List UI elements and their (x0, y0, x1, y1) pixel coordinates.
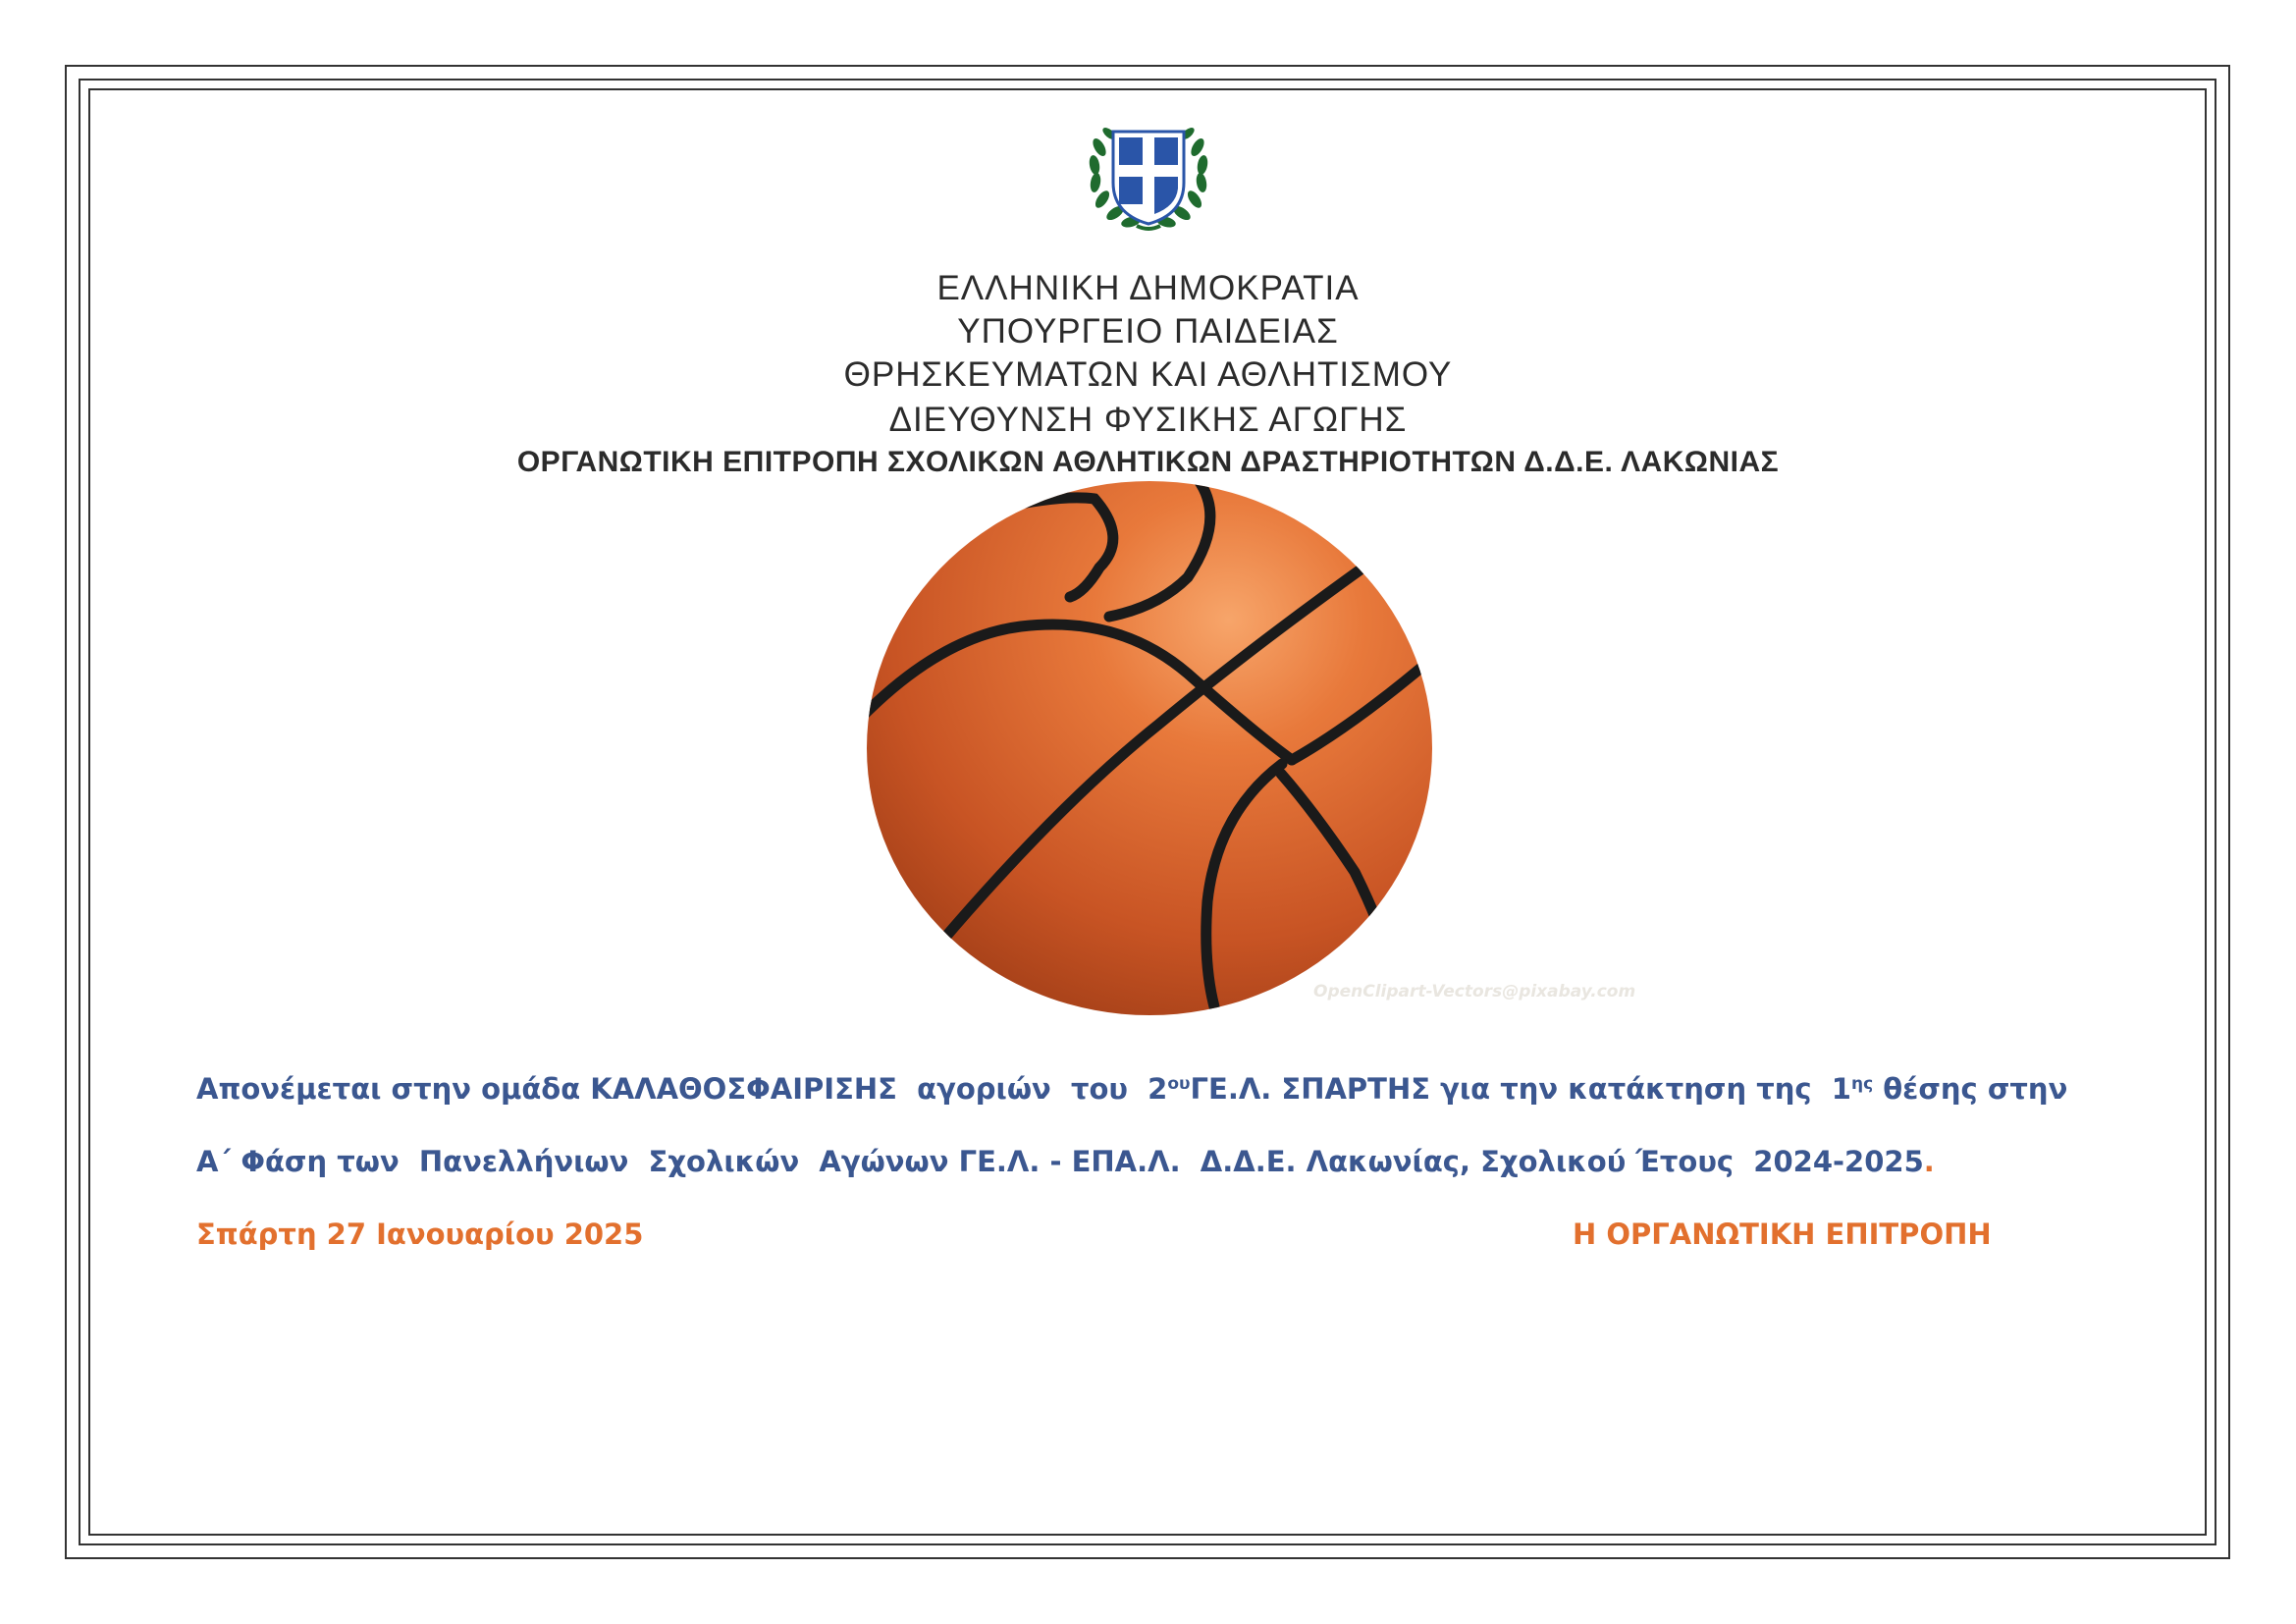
award-text-line-2: Α΄ Φάση των Πανελλήνιων Σχολικών Αγώνων ΓΕ.Λ. - ΕΠΑ.Λ. Δ.Δ.Ε. Λακωνίας, Σχολικού Έτους 2024-2025 (196, 1145, 1924, 1178)
signature-committee: Η ΟΡΓΑΝΩΤΙΚΗ ΕΠΙΤΡΟΠΗ (1573, 1218, 1992, 1251)
award-text-part-c: θέσης στην (1873, 1072, 2068, 1106)
basketball-icon (864, 479, 1435, 1017)
award-line-2-period: . (1923, 1145, 1935, 1178)
place-and-date: Σπάρτη 27 Ιανουαρίου 2025 (196, 1218, 644, 1251)
header-ministry-cont: ΘΡΗΣΚΕΥΜΑΤΩΝ ΚΑΙ ΑΘΛΗΤΙΣΜΟΥ (843, 355, 1453, 394)
image-watermark: OpenClipart-Vectors@pixabay.com (1313, 982, 1636, 1001)
greek-coat-of-arms-icon (1086, 118, 1211, 234)
header-republic: ΕΛΛΗΝΙΚΗ ΔΗΜΟΚΡΑΤΙΑ (936, 269, 1360, 307)
award-line-1 (196, 1072, 2067, 1106)
ordinal-suffix-is: ης (1850, 1074, 1874, 1094)
award-line-2 (196, 1145, 1935, 1178)
award-text-part-a: Απονέμεται στην ομάδα ΚΑΛΑΘΟΣΦΑΙΡΙΣΗΣ αγοριών του 2 (196, 1072, 1168, 1106)
header-committee: ΟΡΓΑΝΩΤΙΚΗ ΕΠΙΤΡΟΠΗ ΣΧΟΛΙΚΩΝ ΑΘΛΗΤΙΚΩΝ ΔΡΑΣΤΗΡΙΟΤΗΤΩΝ Δ.Δ.Ε. ΛΑΚΩΝΙΑΣ (516, 446, 1780, 478)
header-ministry: ΥΠΟΥΡΓΕΙΟ ΠΑΙΔΕΙΑΣ (957, 312, 1339, 351)
award-text-part-b: ΓΕ.Λ. ΣΠΑΡΤΗΣ για την κατάκτηση της 1 (1190, 1072, 1851, 1106)
header-directorate: ΔΙΕΥΘΥΝΣΗ ΦΥΣΙΚΗΣ ΑΓΩΓΗΣ (888, 401, 1408, 439)
ordinal-suffix-ou: ου (1167, 1074, 1191, 1094)
